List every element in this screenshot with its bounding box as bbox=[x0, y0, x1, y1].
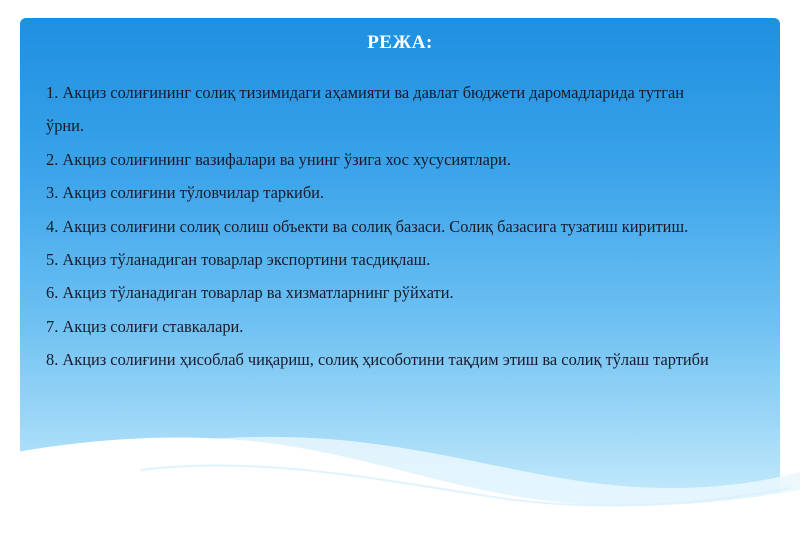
plan-item: 1. Акциз солиғининг солиқ тизимидаги аҳамияти ва давлат бюджети даромадларида тутган ўрни. bbox=[46, 83, 685, 136]
plan-item: 3. Акциз солиғини тўловчилар таркиби. bbox=[46, 183, 325, 203]
slide-title: РЕЖА: bbox=[367, 32, 433, 53]
plan-item: 2. Акциз солиғининг вазифалари ва унинг ўзига хос хусусиятлари. bbox=[46, 149, 511, 169]
plan-item: 4. Акциз солиғини солиқ солиш объекти ва солиқ базаси. Солиқ базасига тузатиш киритиш. bbox=[46, 216, 689, 236]
plan-item: 6. Акциз тўланадиган товарлар ва хизматларнинг рўйхати. bbox=[46, 283, 454, 303]
plan-item: 7. Акциз солиғи ставкалари. bbox=[46, 316, 244, 336]
plan-list bbox=[46, 76, 726, 377]
plan-item: 8. Акциз солиғини ҳисоблаб чиқариш, солиқ ҳисоботини тақдим этиш ва солиқ тўлаш тартиби bbox=[46, 350, 709, 370]
plan-item: 5. Акциз тўланадиган товарлар экспортини тасдиқлаш. bbox=[46, 250, 431, 270]
